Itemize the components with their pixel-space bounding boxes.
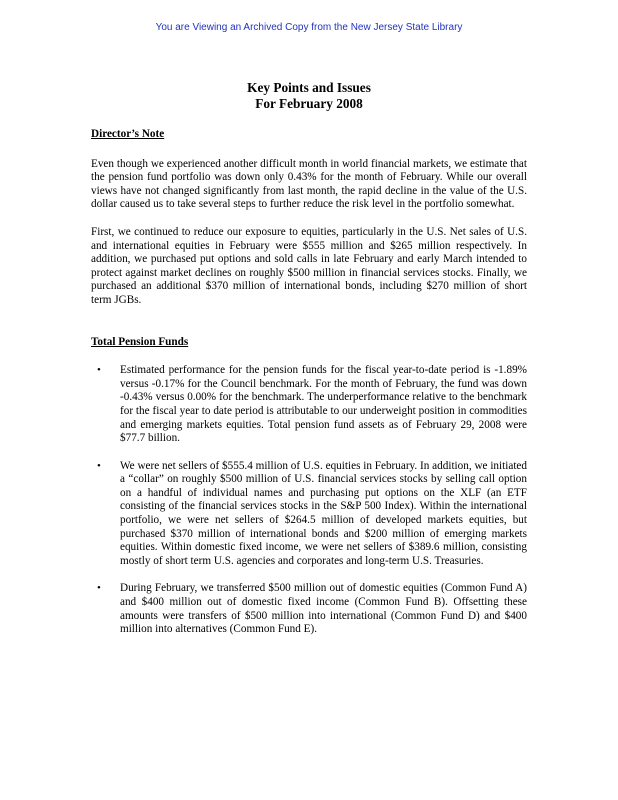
directors-note-paragraph-2: First, we continued to reduce our exposure to equities, particularly in the U.S. Net sales of U.S. and international equities in February were $555 million and $265 million respectively. In addition, we purchased put options and sold calls in late February and early March intended to protect against market declines on roughly $500 million in financial services stocks. Finally, we purchased an additional $370 million of international bonds, including $270 million of short term JGBs. xyxy=(91,225,527,306)
bullet-text: We were net sellers of $555.4 million of U.S. equities in February. In addition, we initiated a “collar” on roughly $500 million of U.S. financial services stocks by selling call option on a handful of individual names and purchasing put options on the XLF (an ETF consisting of the financial services stocks in the S&P 500 Index). Within the international portfolio, we were net sellers of $264.5 million of developed markets equities, but purchased $370 million of international bonds and $200 million of emerging markets equities. Within domestic fixed income, we were net sellers of $389.6 million, consisting mostly of short term U.S. agencies and corporates and long-term U.S. Treasuries. xyxy=(120,459,527,567)
title-line-2: For February 2008 xyxy=(255,96,363,111)
bullet-text: During February, we transferred $500 million out of domestic equities (Common Fund A) and $400 million out of domestic fixed income (Common Fund B). Offsetting these amounts were transfers of $500 million into international (Common Fund D) and $400 million into alternatives (Common Fund E). xyxy=(120,582,527,636)
title-line-1: Key Points and Issues xyxy=(247,80,371,95)
directors-note-paragraph-1: Even though we experienced another difficult month in world financial markets, we estimate that the pension fund portfolio was down only 0.43% for the month of February. While our overall views have not changed significantly from last month, the rapid decline in the value of the U.S. dollar caused us to take several steps to further reduce the risk level in the portfolio somewhat. xyxy=(91,157,527,211)
bullet-icon: • xyxy=(97,459,101,472)
archive-banner: You are Viewing an Archived Copy from the New Jersey State Library xyxy=(155,22,463,33)
list-item xyxy=(91,364,527,446)
bullet-icon: • xyxy=(97,364,101,377)
pension-bullet-list xyxy=(91,364,527,637)
document-title xyxy=(91,80,527,112)
list-item xyxy=(91,582,527,636)
document-page xyxy=(91,80,527,637)
bullet-icon: • xyxy=(97,582,101,595)
list-item xyxy=(91,460,527,569)
total-pension-heading: Total Pension Funds xyxy=(91,335,189,348)
directors-note-heading: Director’s Note xyxy=(91,128,165,140)
bullet-text: Estimated performance for the pension funds for the fiscal year-to-date period is -1.89% versus -0.17% for the Council benchmark. For the month of February, the fund was down -0.43% versus 0.00% for the benchmark. The underperformance relative to the benchmark for the fiscal year to date period is attributable to our underweight position in commodities and emerging markets equities. Total pension fund assets as of February 29, 2008 were $77.7 billion. xyxy=(120,364,527,445)
